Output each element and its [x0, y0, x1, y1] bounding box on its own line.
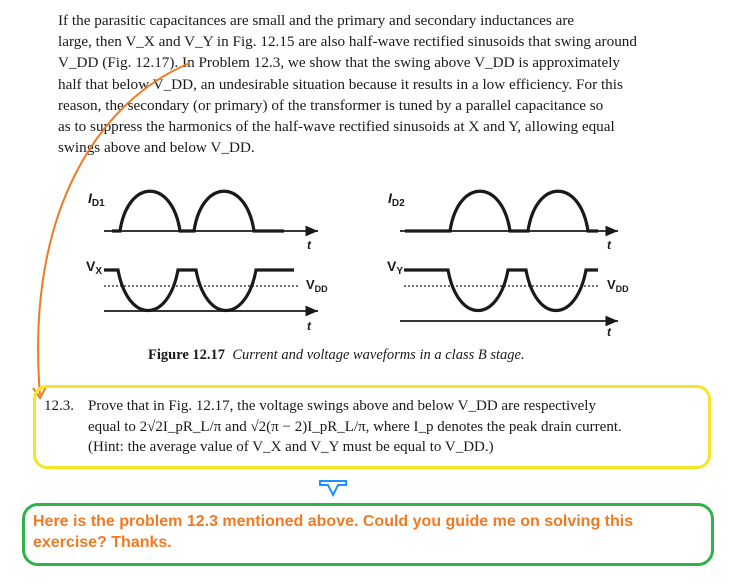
left-current-wave: [112, 191, 284, 231]
label-vdd2: $V_{DD}$: [607, 277, 629, 294]
paragraph-line-7: swings above and below V_DD.: [58, 139, 255, 157]
paragraph-line-3: V_DD (Fig. 12.17). In Problem 12.3, we show that the swing above V_DD is approximately: [58, 54, 621, 72]
figure-caption: [148, 347, 525, 364]
right-voltage-wave: [404, 270, 598, 311]
annotation-arrow: [38, 63, 190, 395]
label-vdd1: $V_{DD}$: [306, 277, 328, 294]
label-vy: $V_Y$: [387, 258, 404, 277]
label-id1: $I_{D1}$: [88, 190, 105, 209]
label-id2: $I_{D2}$: [388, 190, 405, 209]
problem-number: 12.3.: [44, 398, 74, 414]
label-t2: t: [307, 319, 311, 333]
right-current-wave: [405, 191, 598, 231]
label-t4: t: [607, 325, 611, 339]
down-arrow-icon: [318, 479, 348, 499]
problem-12-3: [44, 396, 694, 458]
label-t1: t: [307, 238, 311, 252]
paragraph-line-5: reason, the secondary (or primary) of the transformer is tuned by a parallel capacitance so: [58, 96, 604, 114]
problem-line-3: (Hint: the average value of V_X and V_Y must be equal to V_DD.): [88, 439, 494, 455]
left-voltage-wave: [104, 270, 294, 311]
label-t3: t: [607, 238, 611, 252]
problem-line-2: equal to 2√2I_pR_L/π and √2(π − 2)I_pR_L/π, where I_p denotes the peak drain current.: [88, 418, 622, 435]
problem-line-1: Prove that in Fig. 12.17, the voltage swings above and below V_DD are respectively: [88, 398, 596, 414]
paragraph-line-4: half that below V_DD, an undesirable situation because it results in a low efficiency. For this: [58, 75, 623, 93]
paragraph-line-1: If the parasitic capacitances are small and the primary and secondary inductances are: [58, 12, 575, 29]
paragraph-line-2: large, then V_X and V_Y in Fig. 12.15 are also half-wave rectified sinusoids that swing around: [58, 33, 637, 51]
caption-text: Current and voltage waveforms in a class B stage.: [232, 347, 525, 363]
label-vx: $V_X$: [86, 258, 103, 277]
paragraph-line-6: as to suppress the harmonics of the half-wave rectified sinusoids at X and Y, allowing equal: [58, 118, 615, 136]
caption-number: Figure 12.17: [148, 347, 226, 363]
question-text: Here is the problem 12.3 mentioned above. Could you guide me on solving this exercise? Thanks.: [33, 513, 634, 551]
